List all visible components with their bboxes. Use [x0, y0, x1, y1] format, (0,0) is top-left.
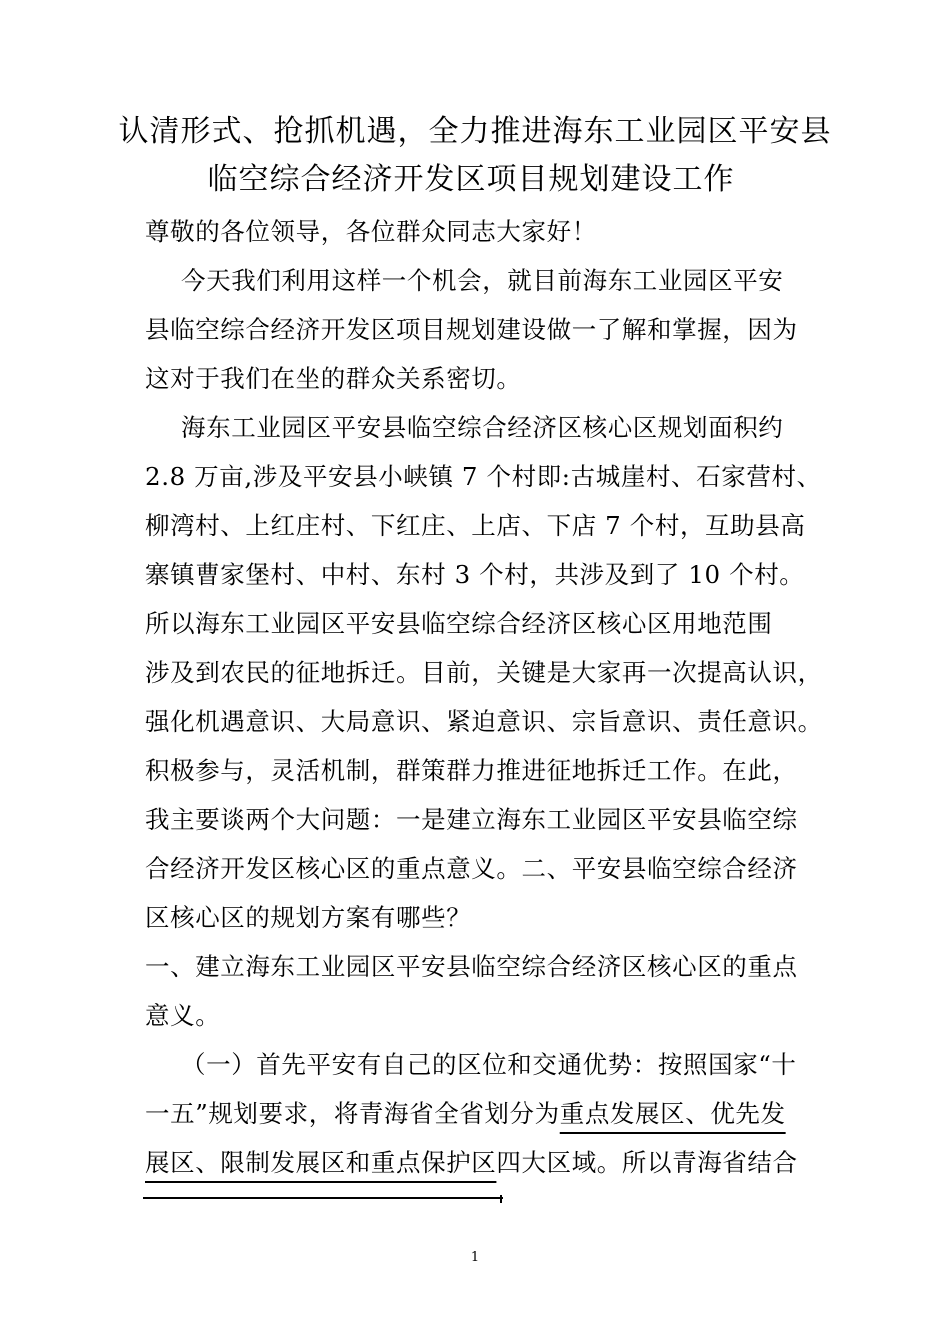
paragraph-2-line-3: 柳湾村、上红庄村、下红庄、上店、下店 7 个村，互助县高: [145, 511, 806, 540]
underline-rule: [143, 1197, 503, 1199]
section-heading-line-2: 意义。: [145, 1001, 221, 1030]
document-title-line-1: 认清形式、抢抓机遇，全力推进海东工业园区平安县: [118, 114, 832, 149]
paragraph-3-line-3-text: 四大区域。所以青海省结合: [496, 1148, 798, 1177]
paragraph-2-line-10: 合经济开发区核心区的重点意义。二、平安县临空综合经济: [145, 854, 798, 883]
underlined-region-list-part-1: 重点发展区、优先发: [559, 1099, 786, 1128]
paragraph-3-line-1: （一）首先平安有自己的区位和交通优势：按照国家“十: [181, 1050, 797, 1079]
underlined-region-list-part-2: 展区、限制发展区和重点保护区: [145, 1148, 497, 1177]
paragraph-2-line-9: 我主要谈两个大问题：一是建立海东工业园区平安县临空综: [145, 805, 798, 834]
paragraph-3-line-2-text: 一五”规划要求，将青海省全省划分为: [145, 1099, 560, 1128]
paragraph-2-line-4: 寨镇曹家堡村、中村、东村 3 个村，共涉及到了 10 个村。: [145, 560, 805, 589]
paragraph-1-line-1: 今天我们利用这样一个机会，就目前海东工业园区平安: [181, 266, 784, 295]
paragraph-2-line-7: 强化机遇意识、大局意识、紧迫意识、宗旨意识、责任意识。: [145, 707, 823, 736]
paragraph-1-line-2: 县临空综合经济开发区项目规划建设做一了解和掌握，因为: [145, 315, 798, 344]
page-number: 1: [470, 1250, 480, 1265]
paragraph-1-line-3: 这对于我们在坐的群众关系密切。: [145, 364, 522, 393]
paragraph-3-line-2: [145, 1098, 810, 1130]
underline-rule-end-mark: [500, 1195, 502, 1203]
paragraph-2-line-8: 积极参与，灵活机制，群策群力推进征地拆迁工作。在此，: [145, 756, 798, 785]
paragraph-2-line-2: 2.8 万亩,涉及平安县小峡镇 7 个村即:古城崖村、石家营村、: [145, 462, 822, 491]
paragraph-2-line-1: 海东工业园区平安县临空综合经济区核心区规划面积约: [181, 413, 784, 442]
greeting-line: 尊敬的各位领导，各位群众同志大家好！: [145, 217, 597, 246]
paragraph-2-line-5: 所以海东工业园区平安县临空综合经济区核心区用地范围: [145, 609, 773, 638]
paragraph-2-line-11: 区核心区的规划方案有哪些？: [145, 903, 472, 932]
document-title-line-2: 临空综合经济开发区项目规划建设工作: [207, 162, 735, 197]
paragraph-3-line-3: [145, 1147, 810, 1179]
section-heading-line-1: 一、建立海东工业园区平安县临空综合经济区核心区的重点: [145, 952, 798, 981]
paragraph-2-line-6: 涉及到农民的征地拆迁。目前，关键是大家再一次提高认识，: [145, 658, 823, 687]
